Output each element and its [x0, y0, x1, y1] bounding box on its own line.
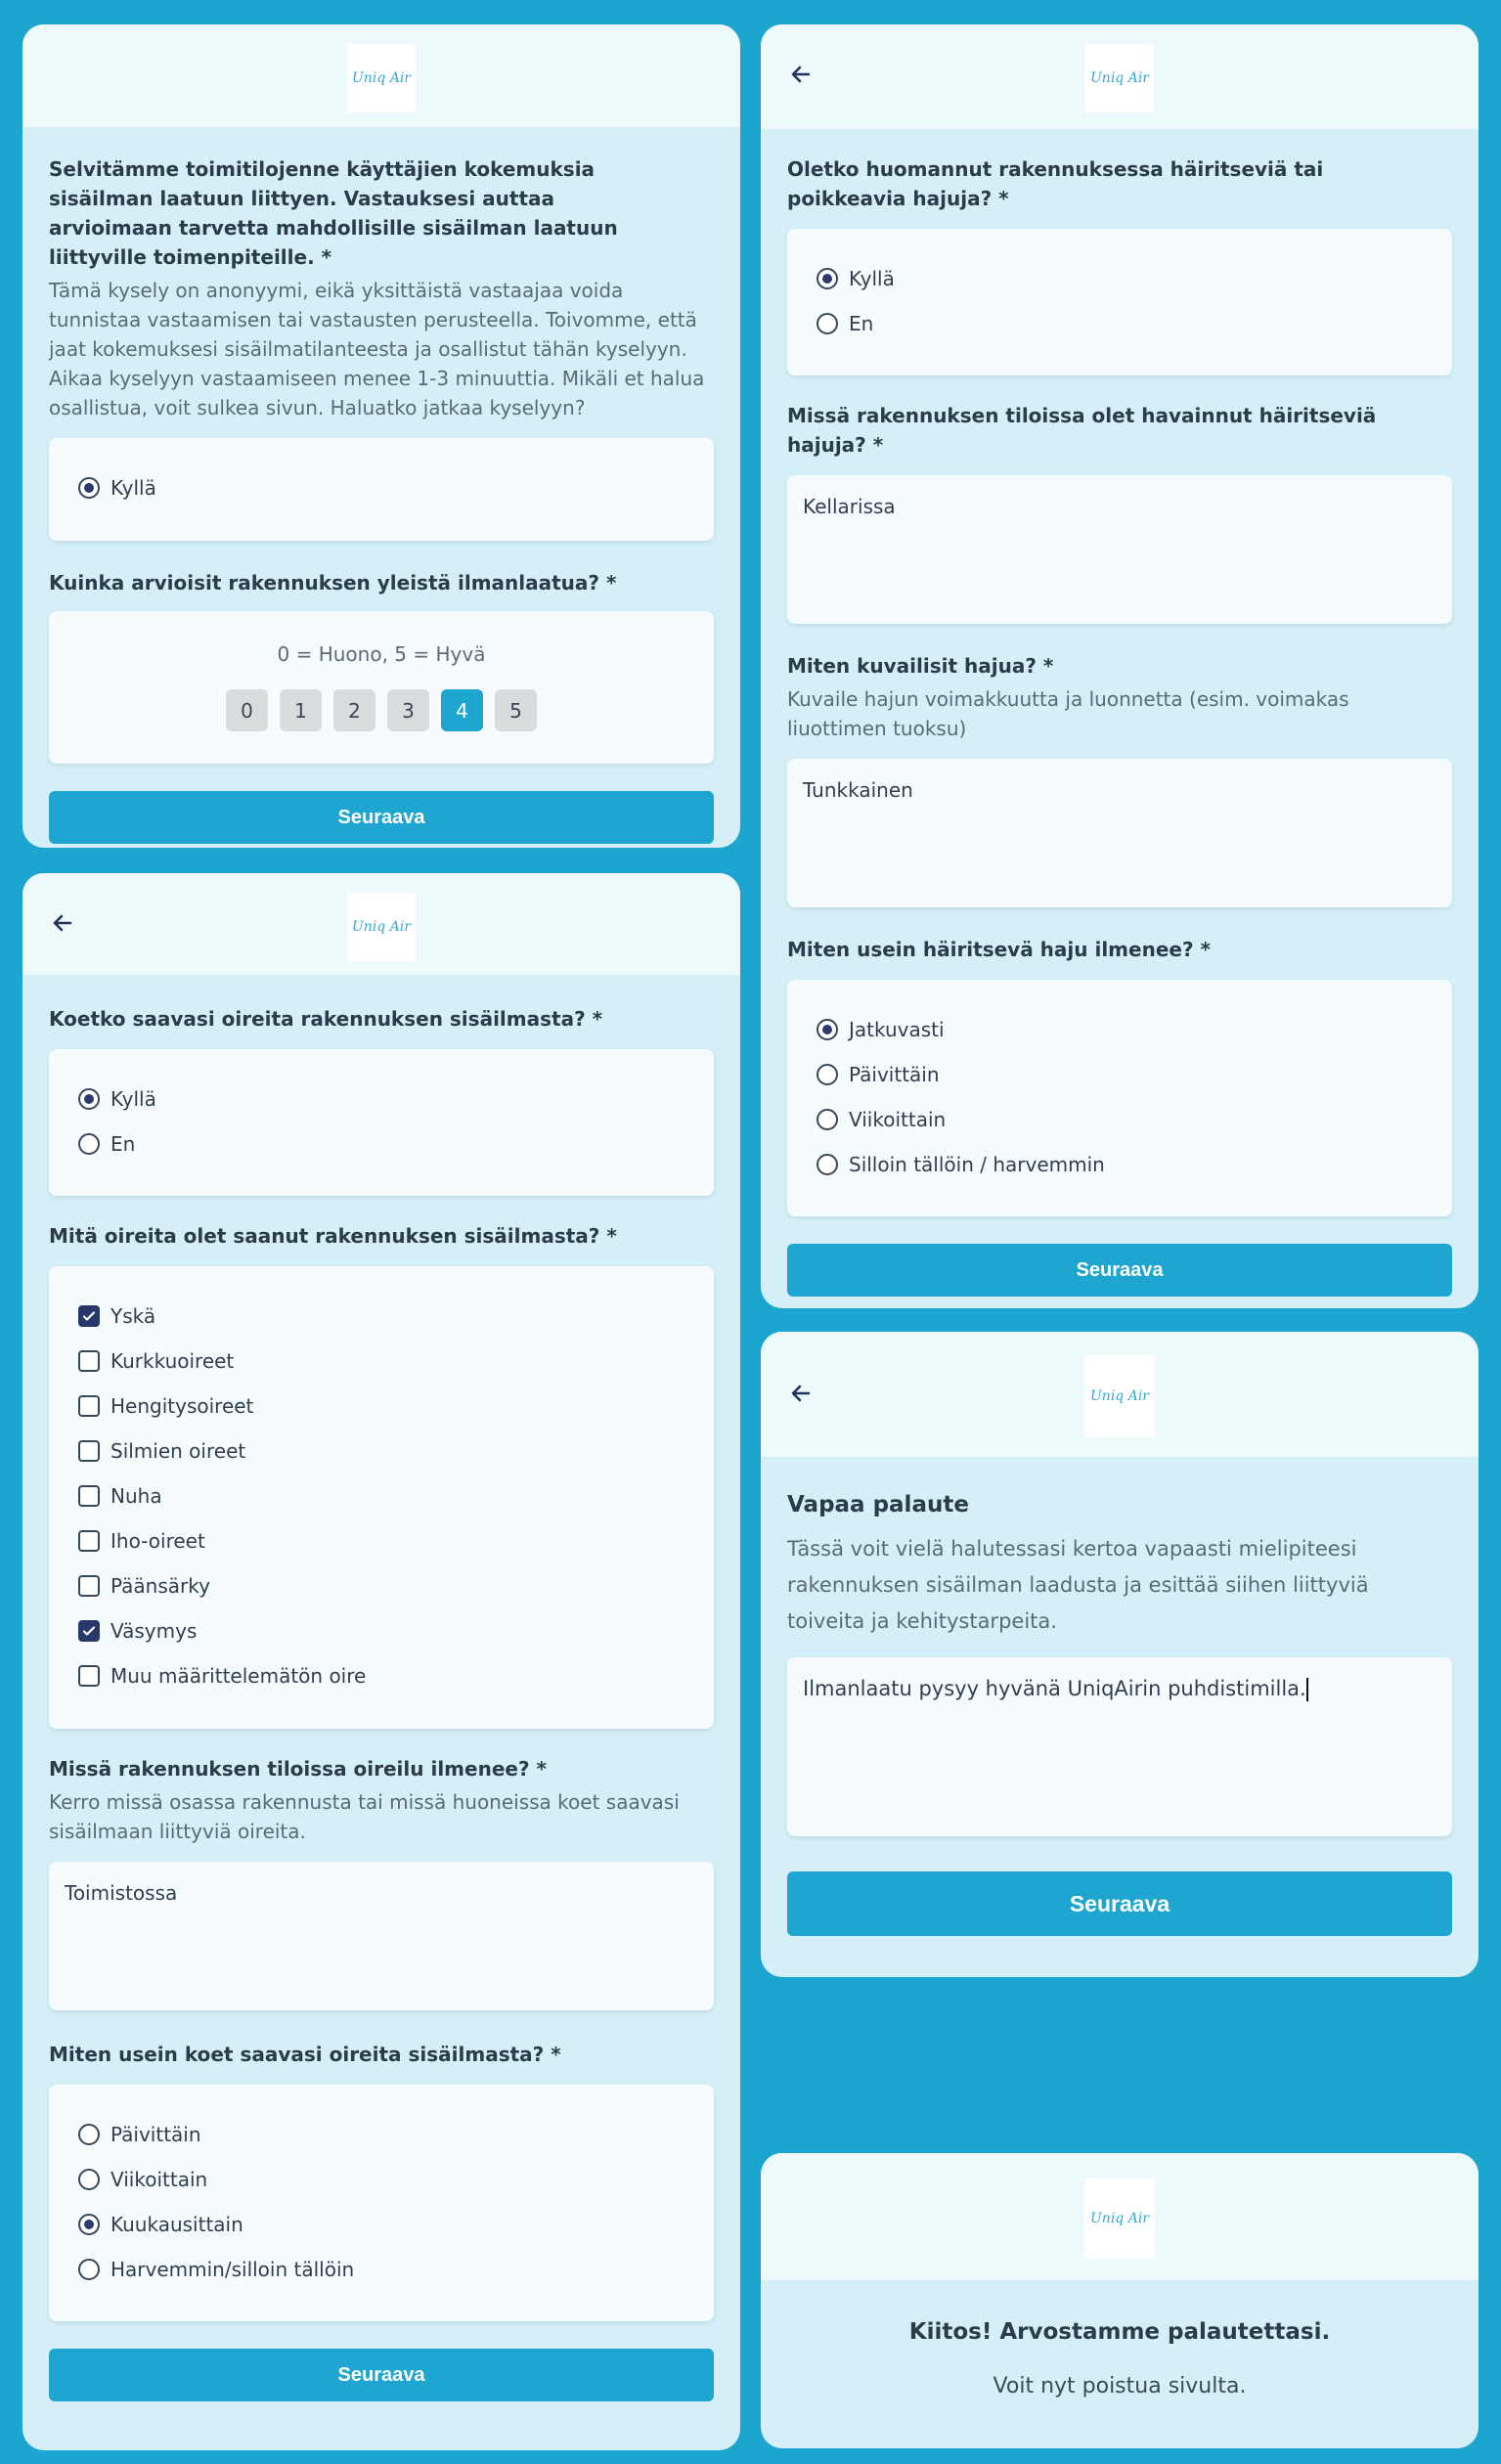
radio-icon[interactable]: [817, 1109, 838, 1130]
rating-scale: [49, 689, 714, 731]
checkbox-icon[interactable]: [78, 1665, 100, 1687]
checkbox-option[interactable]: [78, 1518, 684, 1563]
radio-icon[interactable]: [78, 2259, 100, 2280]
card-header: [761, 24, 1479, 129]
checkbox-option[interactable]: [78, 1384, 684, 1429]
radio-icon[interactable]: [78, 1088, 100, 1110]
back-button[interactable]: [786, 60, 816, 89]
symptom-types-question: Mitä oireita olet saanut rakennuksen sisäilmasta? *: [49, 1224, 617, 1248]
radio-option-label: Silloin tällöin / harvemmin: [849, 1153, 1105, 1176]
odor-location-question: Missä rakennuksen tiloissa olet havainnut häiritseviä hajuja? *: [787, 404, 1377, 457]
radio-option[interactable]: [817, 1007, 1423, 1052]
next-button[interactable]: Seuraava: [787, 1244, 1452, 1297]
screen-symptoms-card: [22, 873, 740, 2450]
symptom-location-input[interactable]: Toimistossa: [49, 1862, 714, 2010]
checkbox-icon[interactable]: [78, 1620, 100, 1642]
checkbox-option-label: Väsymys: [110, 1619, 198, 1643]
odor-question: Oletko huomannut rakennuksessa häiritseviä tai poikkeavia hajuja? *: [787, 157, 1324, 210]
radio-option[interactable]: [817, 1052, 1423, 1097]
next-button[interactable]: Seuraava: [49, 791, 714, 844]
radio-option-label: Kuukausittain: [110, 2213, 243, 2236]
card-header: [22, 24, 740, 127]
card-header: [761, 2153, 1479, 2280]
radio-option-label: Viikoittain: [110, 2168, 208, 2191]
intro-question: Selvitämme toimitilojenne käyttäjien kokemuksia sisäilman laatuun liittyen. Vastauksesi auttaa arvioimaan tarvetta mahdollisille sisäilman laatuun liittyville toimenpiteille. *: [49, 157, 618, 269]
radio-icon[interactable]: [78, 2214, 100, 2235]
odor-yes-no: [787, 229, 1452, 375]
checkbox-icon[interactable]: [78, 1575, 100, 1597]
rating-option[interactable]: 2: [333, 689, 375, 731]
text-cursor: [1306, 1678, 1308, 1701]
odor-description-question: Miten kuvailisit hajua? *: [787, 654, 1054, 678]
symptom-location-question: Missä rakennuksen tiloissa oireilu ilmenee? *: [49, 1757, 547, 1781]
feedback-text: Ilmanlaatu pysyy hyvänä UniqAirin puhdistimilla.: [803, 1677, 1306, 1700]
radio-icon[interactable]: [817, 1064, 838, 1085]
radio-option[interactable]: [817, 256, 1423, 301]
odor-description-input[interactable]: Tunkkainen: [787, 759, 1452, 907]
radio-option-label: Päivittäin: [849, 1063, 940, 1086]
uniqair-logo: Uniq Air: [1084, 2178, 1155, 2259]
rating-panel: [49, 611, 714, 764]
consent-option-yes[interactable]: Kyllä: [78, 465, 684, 510]
checkbox-option-label: Iho-oireet: [110, 1529, 205, 1553]
rating-option[interactable]: 3: [387, 689, 429, 731]
arrow-left-icon: [789, 1382, 813, 1405]
radio-option-label: Kyllä: [849, 267, 895, 290]
feedback-title: Vapaa palaute: [787, 1492, 969, 1518]
radio-option-label: Kyllä: [110, 1087, 156, 1111]
next-button[interactable]: Seuraava: [787, 1871, 1452, 1936]
odor-frequency-question: Miten usein häiritsevä haju ilmenee? *: [787, 938, 1211, 961]
back-button[interactable]: [786, 1379, 816, 1408]
symptom-frequency-question: Miten usein koet saavasi oireita sisäilmasta? *: [49, 2043, 561, 2066]
rating-option[interactable]: 1: [280, 689, 322, 731]
screen-welcome-card: [22, 24, 740, 848]
symptoms-yes-no: [49, 1049, 714, 1196]
symptom-frequency-options: [49, 2085, 714, 2321]
radio-option-label: Viikoittain: [849, 1108, 947, 1131]
radio-option-label: En: [110, 1132, 136, 1156]
feedback-help: Tässä voit vielä halutessasi kertoa vapaasti mielipiteesi rakennuksen sisäilman laadusta ja esittää siihen liittyviä toiveita ja kehitystarpeita.: [787, 1537, 1369, 1633]
uniqair-logo: Uniq Air: [1084, 1355, 1155, 1437]
checkbox-option-label: Yskä: [110, 1304, 156, 1328]
radio-option[interactable]: [817, 301, 1423, 346]
scale-label: 0 = Huono, 5 = Hyvä: [277, 642, 486, 666]
screen-odors-card: [761, 24, 1479, 1308]
checkbox-option[interactable]: [78, 1474, 684, 1518]
intro-help-text: Tämä kysely on anonyymi, eikä yksittäistä vastaajaa voida tunnistaa vastaamisen tai vastausten perusteella. Toivomme, että jaat kokemuksesi sisäilmatilanteesta ja osallistut tähän kyselyyn. Aikaa kyselyyn vastaamiseen menee 1-3 minuuttia. Mikäli et halua osallistua, voit sulkea sivun. Haluatko jatkaa kyselyyn?: [49, 279, 705, 419]
checkbox-option[interactable]: [78, 1339, 684, 1384]
card-header: [22, 873, 740, 975]
radio-option-label: En: [849, 312, 874, 335]
radio-option[interactable]: [78, 2157, 684, 2202]
checkbox-icon[interactable]: [78, 1530, 100, 1552]
uniqair-logo: Uniq Air: [347, 893, 416, 961]
checkmark-icon: [81, 1623, 97, 1639]
checkbox-option-label: Päänsärky: [110, 1574, 210, 1598]
radio-option[interactable]: [817, 1142, 1423, 1187]
checkbox-option[interactable]: [78, 1563, 684, 1608]
checkbox-icon[interactable]: [78, 1305, 100, 1327]
radio-icon[interactable]: [78, 1133, 100, 1155]
checkbox-option[interactable]: [78, 1653, 684, 1698]
checkbox-option-label: Hengitysoireet: [110, 1394, 254, 1418]
leave-message: Voit nyt poistua sivulta.: [993, 2374, 1247, 2398]
symptom-checkboxes: [49, 1266, 714, 1729]
arrow-left-icon: [51, 911, 74, 935]
radio-option[interactable]: [78, 1122, 684, 1166]
radio-icon[interactable]: [817, 268, 838, 289]
radio-icon[interactable]: [817, 1154, 838, 1175]
symptoms-question: Koetko saavasi oireita rakennuksen sisäilmasta? *: [49, 1007, 603, 1031]
radio-option[interactable]: [78, 2112, 684, 2157]
screen-feedback-card: [761, 1332, 1479, 1977]
odor-location-input[interactable]: Kellarissa: [787, 475, 1452, 624]
checkbox-option-label: Nuha: [110, 1484, 162, 1508]
odor-frequency-options: [787, 980, 1452, 1216]
back-button[interactable]: [48, 908, 77, 938]
checkbox-option-label: Muu määrittelemätön oire: [110, 1664, 367, 1688]
radio-icon[interactable]: [78, 2124, 100, 2145]
symptom-location-help: Kerro missä osassa rakennusta tai missä huoneissa koet saavasi sisäilmaan liittyviä oireita.: [49, 1790, 680, 1843]
screen-thanks-card: [761, 2153, 1479, 2448]
checkbox-option[interactable]: [78, 1608, 684, 1653]
radio-icon[interactable]: [78, 2169, 100, 2190]
radio-icon[interactable]: [78, 477, 100, 499]
radio-option-label: Jatkuvasti: [849, 1018, 945, 1041]
checkmark-icon: [81, 1308, 97, 1324]
thanks-message: Kiitos! Arvostamme palautettasi.: [908, 2319, 1331, 2345]
rating-option[interactable]: 4: [441, 689, 483, 731]
checkbox-option[interactable]: [78, 1294, 684, 1339]
radio-option-label: Päivittäin: [110, 2123, 201, 2146]
checkbox-icon[interactable]: [78, 1440, 100, 1462]
checkbox-icon[interactable]: [78, 1395, 100, 1417]
uniqair-logo: Uniq Air: [1085, 44, 1154, 112]
checkbox-option[interactable]: [78, 1429, 684, 1474]
feedback-input[interactable]: [787, 1657, 1452, 1836]
consent-options: [49, 438, 714, 541]
odor-description-help: Kuvaile hajun voimakkuutta ja luonnetta (esim. voimakas liuottimen tuoksu): [787, 687, 1349, 740]
radio-icon[interactable]: [817, 313, 838, 334]
next-button[interactable]: Seuraava: [49, 2349, 714, 2401]
checkbox-option-label: Silmien oireet: [110, 1439, 246, 1463]
checkbox-option-label: Kurkkuoireet: [110, 1349, 235, 1373]
checkbox-icon[interactable]: [78, 1485, 100, 1507]
radio-option[interactable]: [78, 2202, 684, 2247]
radio-option[interactable]: [817, 1097, 1423, 1142]
uniqair-logo: Uniq Air: [347, 44, 416, 112]
radio-option[interactable]: [78, 1077, 684, 1122]
card-header: [761, 1332, 1479, 1457]
checkbox-icon[interactable]: [78, 1350, 100, 1372]
rating-option[interactable]: 5: [495, 689, 537, 731]
radio-icon[interactable]: [817, 1019, 838, 1040]
radio-option-label: Harvemmin/silloin tällöin: [110, 2258, 355, 2281]
radio-option[interactable]: [78, 2247, 684, 2292]
arrow-left-icon: [789, 63, 813, 86]
rating-question: Kuinka arvioisit rakennuksen yleistä ilmanlaatua? *: [49, 571, 617, 594]
rating-option[interactable]: 0: [226, 689, 268, 731]
